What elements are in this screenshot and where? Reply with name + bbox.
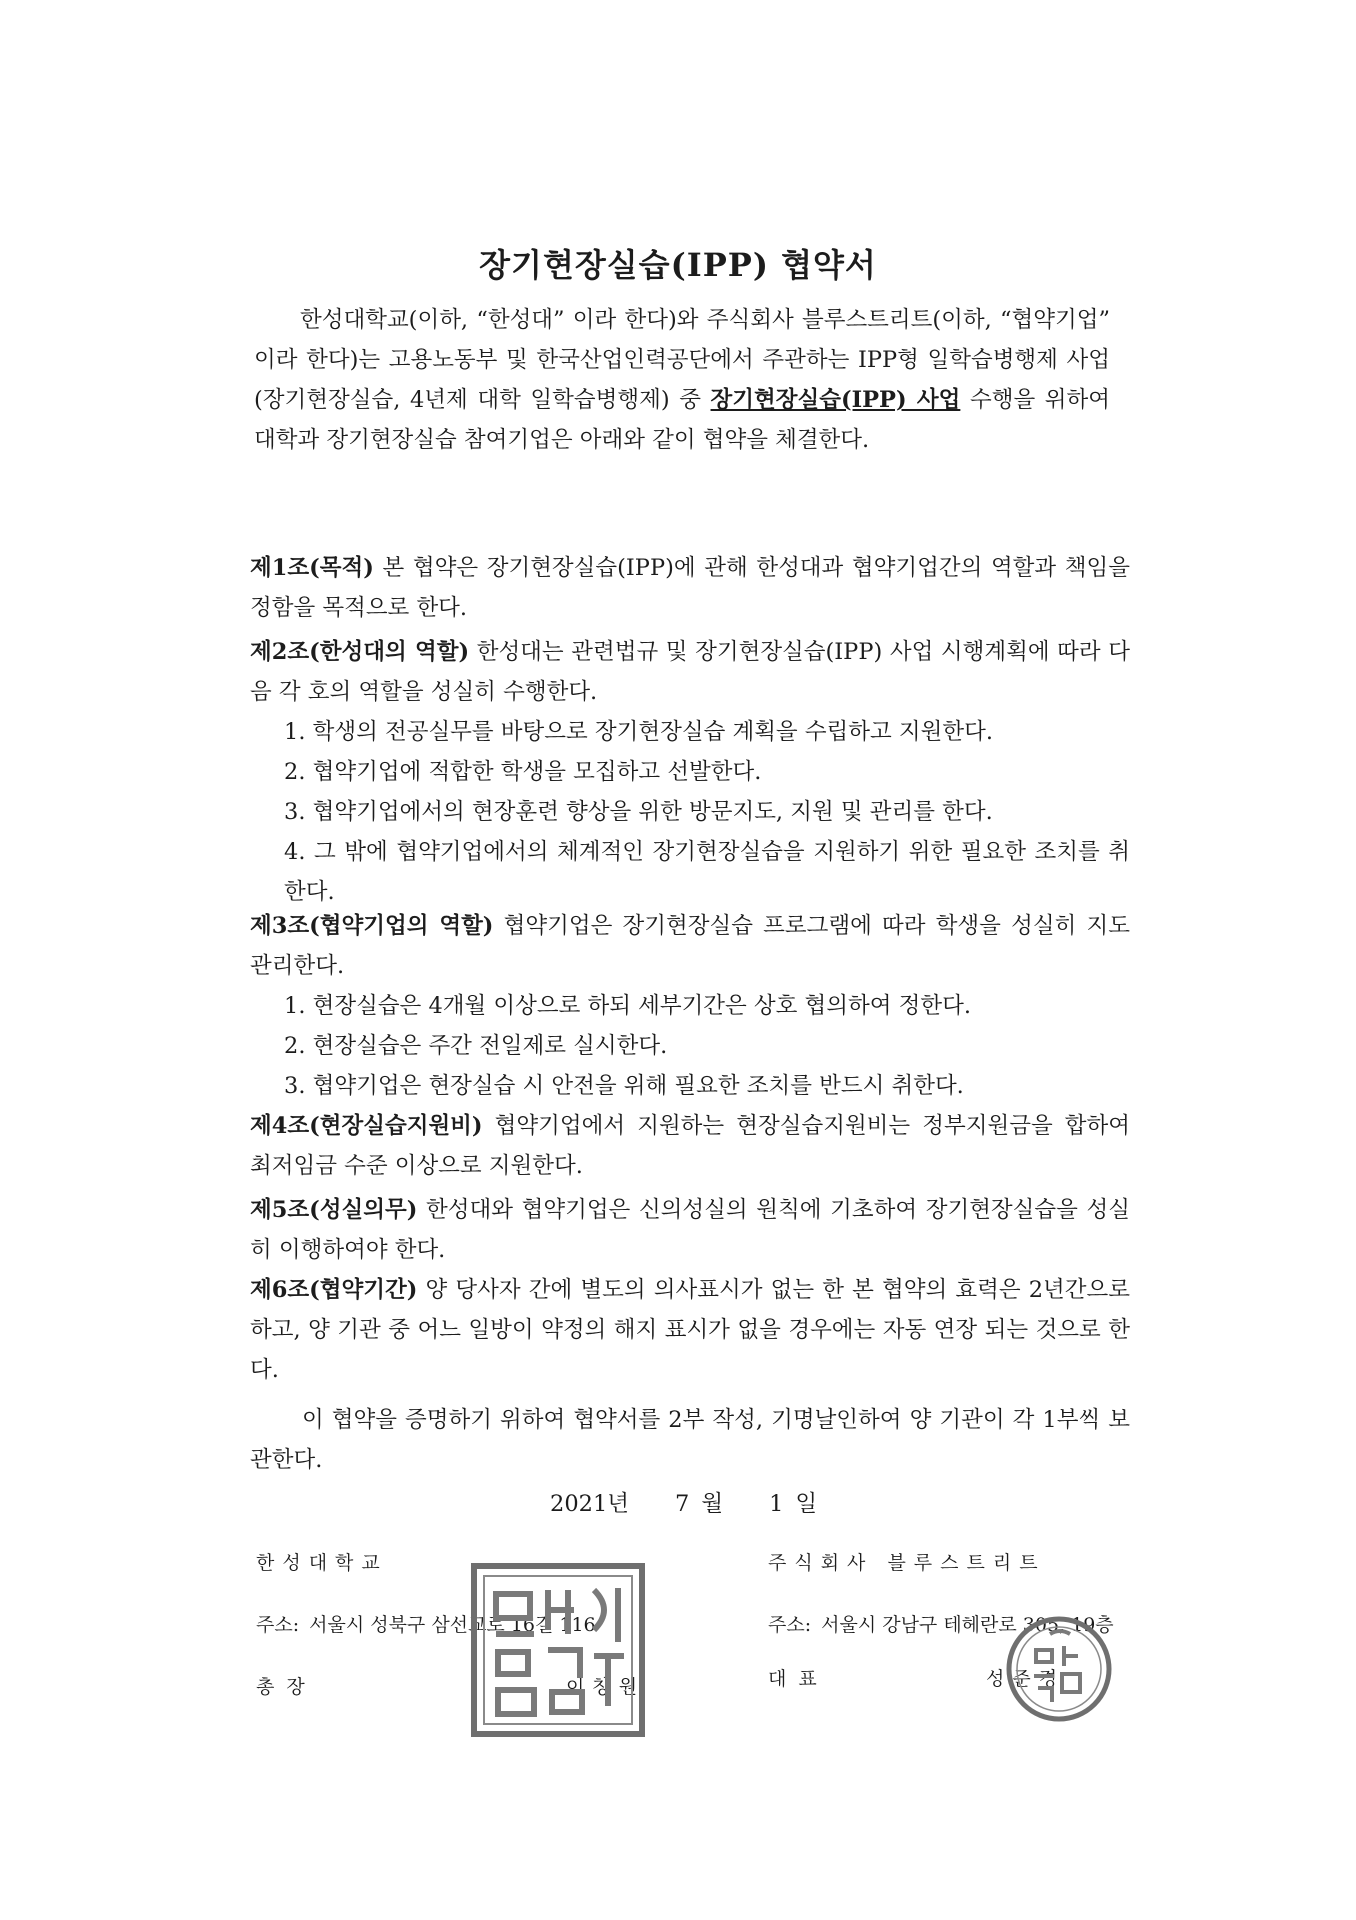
company-rep-name: 성준경	[986, 1668, 1066, 1690]
list-item: 1. 학생의 전공실무를 바탕으로 장기현장실습 계획을 수립하고 지원한다.	[284, 719, 993, 745]
article-6	[250, 1270, 1130, 1390]
article-3-body: 협약기업은 장기현장실습 프로그램에 따라 학생을 성실히 지도 관리한다.	[250, 913, 1130, 979]
article-4-heading: 제4조(현장실습지원비)	[250, 1113, 483, 1139]
university-seal-stamp	[468, 1560, 648, 1740]
closing-paragraph: 이 협약을 증명하기 위하여 협약서를 2부 작성, 기명날인하여 양 기관이 각 1부씩 보관한다.	[250, 1407, 1130, 1473]
date-day-unit: 일	[795, 1491, 818, 1517]
article-3	[250, 906, 1130, 1106]
article-1-body: 본 협약은 장기현장실습(IPP)에 관해 한성대과 협약기업간의 역할과 책임을 정함을 목적으로 한다.	[250, 555, 1130, 621]
date-year: 2021년	[550, 1491, 629, 1517]
intro-paragraph	[254, 300, 1110, 460]
company-seal-stamp	[1004, 1614, 1114, 1724]
list-item: 3. 협약기업은 현장실습 시 안전을 위해 필요한 조치를 반드시 취한다.	[284, 1073, 964, 1099]
company-address: 서울시 강남구 테헤란로 305, 19층	[821, 1614, 1114, 1636]
article-4	[250, 1106, 1130, 1186]
article-6-body: 양 당사자 간에 별도의 의사표시가 없는 한 본 협약의 효력은 2년간으로 하고, 양 기관 중 어느 일방이 약정의 해지 표시가 없을 경우에는 자동 연장 되는 것으로 한다.	[250, 1277, 1130, 1383]
article-2-body: 한성대는 관련법규 및 장기현장실습(IPP) 사업 시행계획에 따라 다음 각 호의 역할을 성실히 수행한다.	[250, 639, 1130, 705]
company-rep-title: 대표	[768, 1668, 829, 1690]
list-item: 2. 현장실습은 주간 전일제로 실시한다.	[284, 1033, 668, 1059]
list-item: 4. 그 밖에 협약기업에서의 체계적인 장기현장실습을 지원하기 위한 필요한 조치를 취한다.	[284, 839, 1130, 905]
article-1	[250, 548, 1130, 628]
list-item: 2. 협약기업에 적합한 학생을 모집하고 선발한다.	[284, 759, 762, 785]
university-address: 서울시 성북구 삼선교로 16길 116	[309, 1614, 596, 1636]
list-item: 1. 현장실습은 4개월 이상으로 하되 세부기간은 상호 협의하여 정한다.	[284, 993, 971, 1019]
intro-text-2: 수행을 위하여 대학과 장기현장실습 참여기업은 아래와 같이 협약을 체결한다.	[254, 387, 1110, 453]
article-4-body: 협약기업에서 지원하는 현장실습지원비는 정부지원금을 합하여 최저임금 수준 이상으로 지원한다.	[250, 1113, 1130, 1179]
company-name: 주식회사 블루스트리트	[768, 1552, 1046, 1574]
article-5	[250, 1190, 1130, 1270]
article-6-heading: 제6조(협약기간)	[250, 1277, 418, 1303]
university-address-label: 주소:	[256, 1614, 300, 1636]
article-5-body: 한성대와 협약기업은 신의성실의 원칙에 기초하여 장기현장실습을 성실히 이행하여야 한다.	[250, 1197, 1130, 1263]
company-address-label: 주소:	[768, 1614, 812, 1636]
article-2-items	[250, 712, 1130, 912]
article-5-heading: 제5조(성실의무)	[250, 1197, 418, 1223]
university-rep-title: 총장	[256, 1676, 317, 1698]
university-name: 한성대학교	[256, 1552, 388, 1574]
university-rep-name: 이창원	[566, 1676, 646, 1698]
date-month: 7	[675, 1491, 690, 1517]
intro-text-1: 한성대학교(이하, “한성대” 이라 한다)와 주식회사 블루스트리트(이하, “협약기업” 이라 한다)는 고용노동부 및 한국산업인력공단에서 주관하는 IPP형 일학습병행제 사업(장기현장실습, 4년제 대학 일학습병행제) 중	[254, 307, 1110, 413]
article-2-heading: 제2조(한성대의 역할)	[250, 639, 470, 665]
list-item: 3. 협약기업에서의 현장훈련 향상을 위한 방문지도, 지원 및 관리를 한다.	[284, 799, 993, 825]
article-2	[250, 632, 1130, 912]
document-title: 장기현장실습(IPP) 협약서	[479, 246, 877, 284]
article-3-heading: 제3조(협약기업의 역할)	[250, 913, 494, 939]
article-1-heading: 제1조(목적)	[250, 555, 374, 581]
date-day: 1	[769, 1491, 784, 1517]
date-month-unit: 월	[701, 1491, 724, 1517]
article-3-items	[250, 986, 1130, 1106]
intro-emphasis: 장기현장실습(IPP) 사업	[710, 387, 961, 413]
agreement-date	[550, 1486, 863, 1518]
